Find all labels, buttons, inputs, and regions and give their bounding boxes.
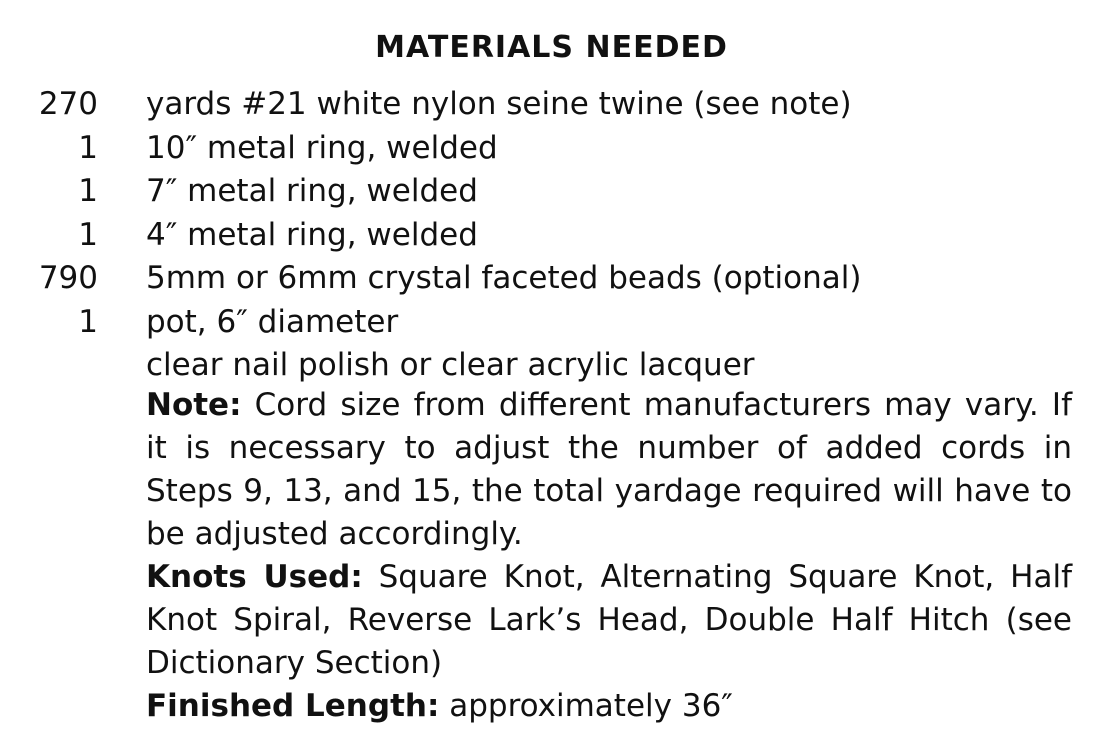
- list-item: [0, 257, 1093, 301]
- finished-length-text: approximately 36″: [449, 688, 733, 724]
- list-item: [0, 170, 1093, 214]
- item-description: 4″ metal ring, welded: [146, 216, 478, 253]
- note-paragraph: [146, 384, 1072, 556]
- item-quantity: 270: [38, 86, 98, 122]
- item-description: yards #21 white nylon seine twine (see note): [146, 86, 852, 122]
- item-quantity: 1: [78, 173, 98, 209]
- item-description: clear nail polish or clear acrylic lacquer: [146, 347, 755, 383]
- notes-section: [146, 384, 1072, 728]
- knots-label: Knots Used:: [146, 559, 363, 595]
- list-item: [0, 214, 1093, 258]
- knots-paragraph: [146, 556, 1072, 685]
- item-quantity: 790: [38, 260, 98, 296]
- knots-text: Square Knot, Alternating Square Knot, Half Knot Spiral, Reverse Lark’s Head, Double Half Hitch (see Dictionary Section): [146, 559, 1072, 681]
- note-text: Cord size from different manufacturers may vary. If it is necessary to adjust the number of added cords in Steps 9, 13, and 15, the total yardage required will have to be adjusted accordingly.: [146, 387, 1072, 552]
- item-description: pot, 6″ diameter: [146, 303, 399, 340]
- finished-length-paragraph: [146, 685, 1072, 728]
- item-description: 10″ metal ring, welded: [146, 129, 498, 166]
- list-item: [0, 83, 1093, 127]
- materials-list: [0, 83, 1093, 388]
- finished-length-label: Finished Length:: [146, 688, 440, 724]
- note-label: Note:: [146, 387, 242, 423]
- item-quantity: 1: [78, 216, 98, 253]
- item-quantity: 1: [78, 129, 98, 166]
- list-item: [0, 301, 1093, 345]
- item-description: 5mm or 6mm crystal faceted beads (optional): [146, 260, 862, 296]
- item-description: 7″ metal ring, welded: [146, 173, 478, 209]
- list-item: [0, 127, 1093, 171]
- list-item: [0, 344, 1093, 388]
- item-quantity: 1: [78, 303, 98, 340]
- page-title: MATERIALS NEEDED: [375, 30, 728, 65]
